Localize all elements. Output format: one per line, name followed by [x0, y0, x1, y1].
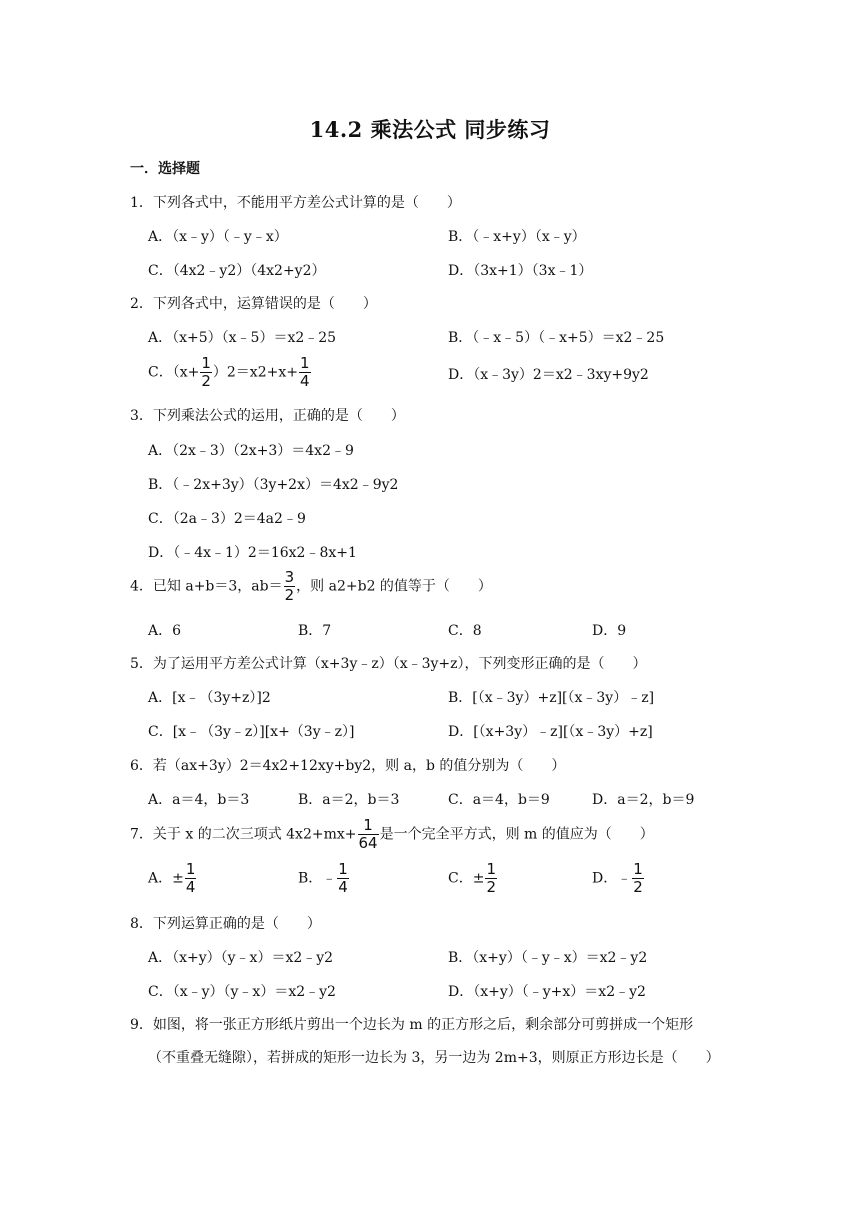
- fraction-numerator: 1: [201, 354, 211, 372]
- section-heading: 一．选择题: [130, 161, 200, 177]
- question-9-stem-line-2: （不重叠无缝隙），若拼成的矩形一边长为 3，另一边为 2m+3，则原正方形边长是（ ）: [148, 1050, 720, 1066]
- question-1-option-b: B．（﹣x+y）（x﹣y）: [448, 229, 586, 245]
- question-6-option-b: B．a＝2，b＝3: [298, 792, 400, 808]
- question-8-option-b: B．（x+y）（﹣y﹣x）＝x2﹣y2: [448, 950, 648, 966]
- question-7-stem-prefix: 7．关于 x 的二次三项式 4x2+mx+: [130, 826, 357, 843]
- fraction-denominator: 4: [338, 878, 348, 896]
- fraction-one-half: [200, 356, 212, 389]
- question-2-stem: 2．下列各式中，运算错误的是（ ）: [130, 296, 377, 312]
- fraction-one-sixty-fourth: [358, 818, 379, 851]
- fraction: [485, 862, 497, 895]
- question-4-stem: [130, 570, 492, 603]
- question-3-stem: 3．下列乘法公式的运用，正确的是（ ）: [130, 408, 405, 424]
- question-8-option-a: A．（x+y）（y﹣x）＝x2﹣y2: [148, 950, 334, 966]
- question-8-stem: 8．下列运算正确的是（ ）: [130, 916, 321, 932]
- question-2-option-a: A．（x+5）（x﹣5）＝x2﹣25: [148, 330, 337, 346]
- question-7-option-c: [448, 862, 498, 895]
- question-5-option-a: A．[x﹣（3y+z）]2: [148, 690, 271, 706]
- question-7-option-a: [148, 862, 197, 895]
- fraction-one-quarter: [299, 356, 311, 389]
- question-4-option-b: B．7: [298, 623, 332, 639]
- fraction-denominator: 2: [486, 878, 496, 896]
- question-4-option-d: D．9: [592, 623, 627, 639]
- question-3-option-a: A．（2x﹣3）（2x+3）＝4x2﹣9: [148, 443, 354, 459]
- option-label: A．±: [148, 870, 184, 887]
- question-8-option-d: D．（x+y）（﹣y+x）＝x2﹣y2: [448, 984, 646, 1000]
- question-9-stem-line-1: 9．如图，将一张正方形纸片剪出一个边长为 m 的正方形之后，剩余部分可剪拼成一个矩形: [130, 1017, 694, 1033]
- question-6-stem: 6．若（ax+3y）2＝4x2+12xy+by2，则 a，b 的值分别为（ ）: [130, 758, 566, 774]
- question-2-option-c-prefix: C．（x+: [148, 364, 200, 381]
- question-7-stem: [130, 818, 654, 851]
- fraction-numerator: 3: [284, 568, 295, 586]
- fraction: [337, 862, 349, 895]
- fraction-numerator: 1: [299, 354, 310, 372]
- question-3-option-c: C．（2a﹣3）2＝4a2﹣9: [148, 511, 306, 527]
- question-7-option-b: [298, 862, 350, 895]
- question-5-stem: 5．为了运用平方差公式计算（x+3y﹣z）（x﹣3y+z），下列变形正确的是（ ）: [130, 656, 647, 672]
- question-8-option-c: C．（x﹣y）（y﹣x）＝x2﹣y2: [148, 984, 336, 1000]
- page-title: 14.2 乘法公式 同步练习: [309, 117, 551, 142]
- fraction-denominator: 64: [358, 834, 378, 852]
- fraction-denominator: 2: [201, 372, 211, 390]
- fraction-denominator: 4: [185, 878, 196, 896]
- option-label: D．﹣: [592, 870, 632, 887]
- question-5-option-c: C．[x﹣（3y﹣z）][x+（3y﹣z）]: [148, 724, 355, 740]
- question-4-stem-suffix: ，则 a2+b2 的值等于（ ）: [296, 578, 492, 595]
- question-1-option-a: A．（x﹣y）（﹣y﹣x）: [148, 229, 288, 245]
- question-2-option-b: B．（﹣x﹣5）（﹣x+5）＝x2﹣25: [448, 330, 665, 346]
- question-6-option-c: C．a＝4，b＝9: [448, 792, 550, 808]
- question-2-option-c: [148, 356, 312, 389]
- fraction-numerator: 1: [633, 860, 643, 878]
- question-7-stem-suffix: 是一个完全平方式，则 m 的值应为（ ）: [379, 826, 654, 843]
- question-1-option-d: D．（3x+1）（3x﹣1）: [448, 263, 593, 279]
- fraction-numerator: 1: [486, 860, 496, 878]
- question-2-option-c-middle: ）2＝x2+x+: [212, 364, 298, 381]
- question-6-option-d: D．a＝2，b＝9: [592, 792, 695, 808]
- question-1-option-c: C．（4x2﹣y2）（4x2+y2）: [148, 263, 326, 279]
- question-2-option-d: D．（x﹣3y）2＝x2﹣3xy+9y2: [448, 367, 649, 383]
- fraction-three-halves: [284, 570, 296, 603]
- question-5-option-b: B．[（x﹣3y）+z][（x﹣3y）﹣z]: [448, 690, 655, 706]
- question-7-option-d: [592, 862, 645, 895]
- fraction-numerator: 1: [338, 860, 348, 878]
- question-6-option-a: A．a＝4，b＝3: [148, 792, 250, 808]
- fraction-denominator: 2: [633, 878, 643, 896]
- question-4-option-c: C．8: [448, 623, 482, 639]
- question-4-stem-prefix: 4．已知 a+b＝3，ab＝: [130, 578, 283, 595]
- question-5-option-d: D．[（x+3y）﹣z][（x﹣3y）+z]: [448, 724, 653, 740]
- option-label: B．﹣: [298, 870, 337, 887]
- fraction-numerator: 1: [363, 816, 373, 834]
- option-label: C．±: [448, 870, 485, 887]
- fraction-numerator: 1: [185, 860, 196, 878]
- question-1-stem: 1．下列各式中，不能用平方差公式计算的是（ ）: [130, 195, 461, 211]
- fraction-denominator: 4: [299, 372, 310, 390]
- question-4-option-a: A．6: [148, 623, 182, 639]
- fraction-denominator: 2: [284, 586, 295, 604]
- fraction: [632, 862, 644, 895]
- question-3-option-b: B．（﹣2x+3y）（3y+2x）＝4x2﹣9y2: [148, 477, 399, 493]
- fraction: [185, 862, 197, 895]
- question-3-option-d: D．（﹣4x﹣1）2＝16x2﹣8x+1: [148, 545, 357, 561]
